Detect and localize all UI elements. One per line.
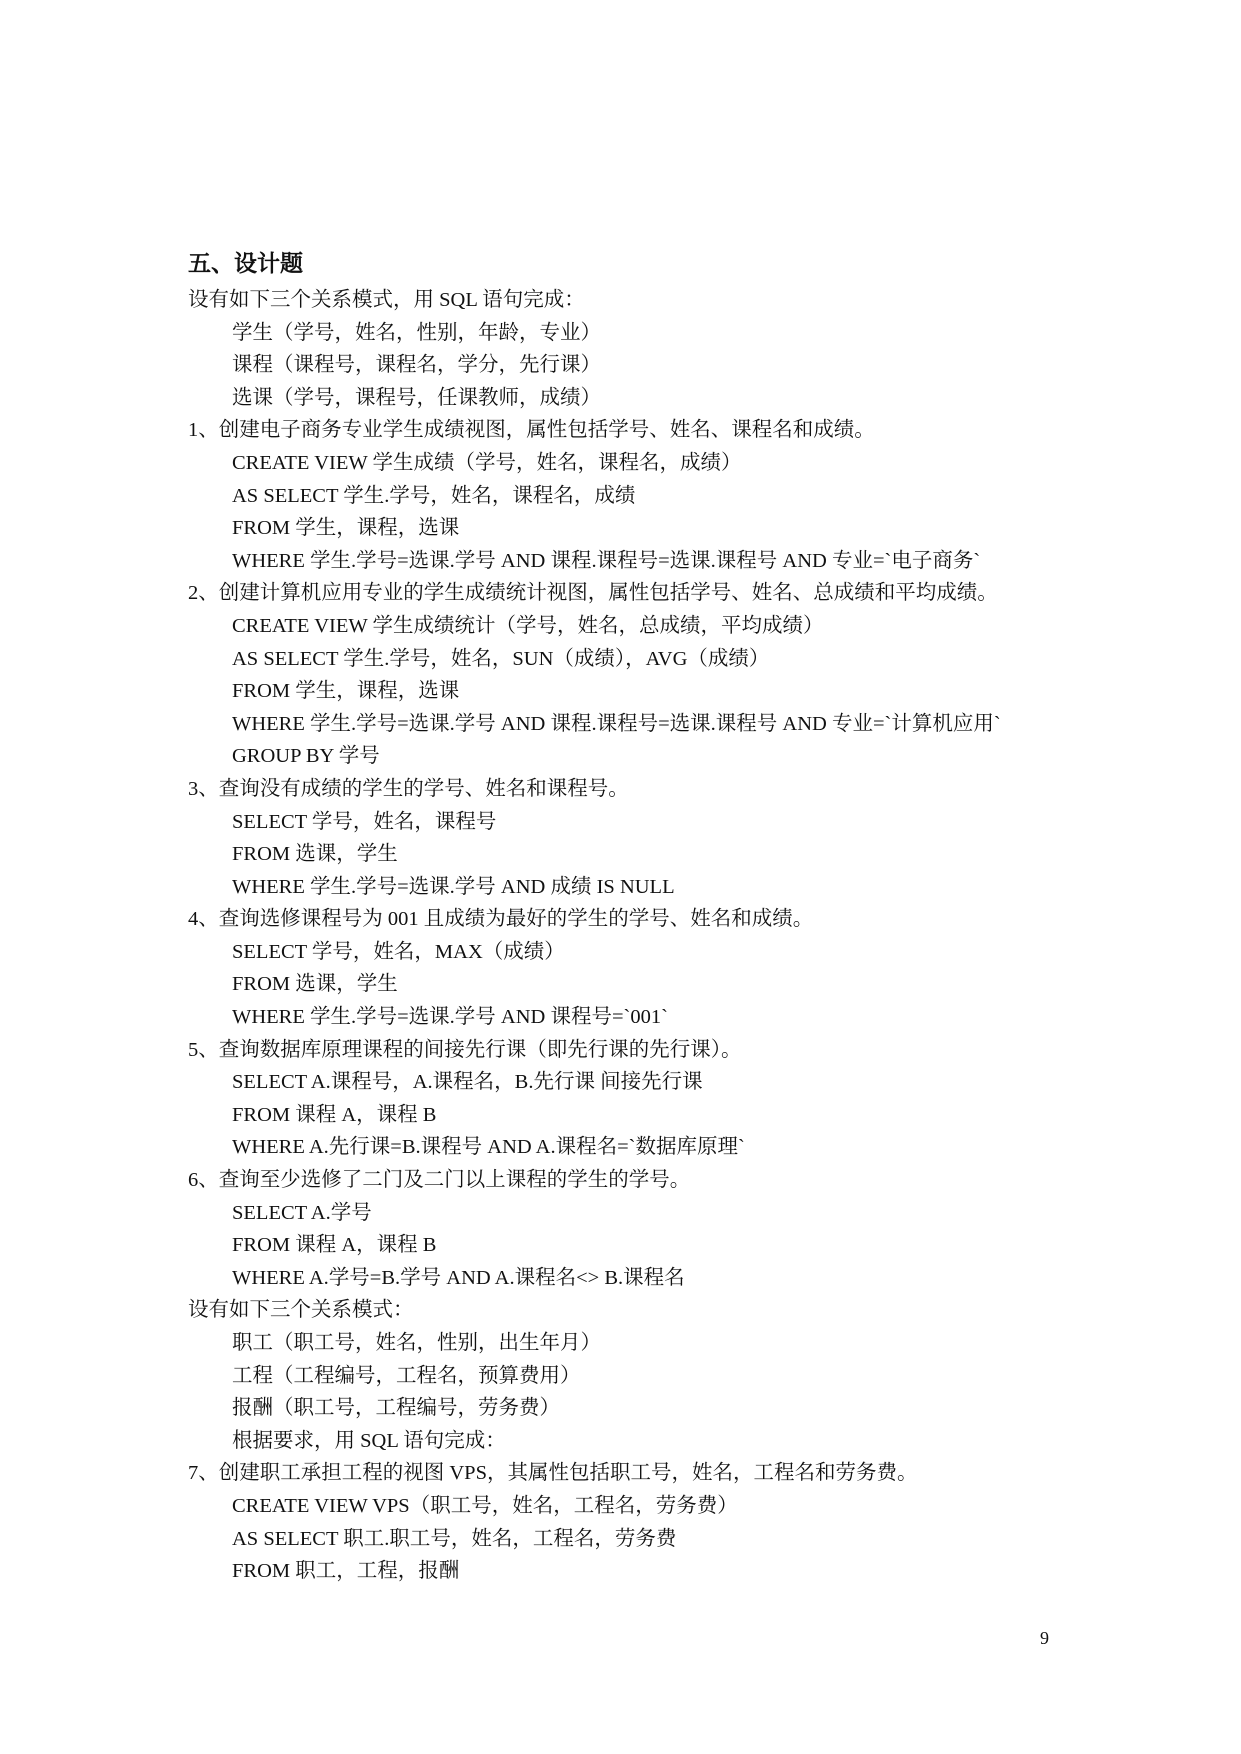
text-line-indented: 职工（职工号，姓名，性别，出生年月） — [232, 1332, 601, 1354]
text-line-indented: AS SELECT 学生.学号，姓名，SUN（成绩），AVG（成绩） — [232, 647, 770, 670]
text-line-indented: FROM 职工，工程，报酬 — [232, 1560, 460, 1583]
text-line-indented: AS SELECT 学生.学号，姓名，课程名，成绩 — [232, 484, 636, 507]
text-line-indented: 工程（工程编号，工程名，预算费用） — [232, 1364, 581, 1387]
text-line-indented: SELECT A.课程号，A.课程名，B.先行课 间接先行课 — [232, 1071, 703, 1094]
text-line: 3、查询没有成绩的学生的学号、姓名和课程号。 — [188, 777, 629, 800]
text-line-indented: 学生（学号，姓名，性别，年龄，专业） — [232, 321, 601, 344]
text-line-indented: 报酬（职工号，工程编号，劳务费） — [232, 1397, 560, 1420]
text-line-indented: CREATE VIEW 学生成绩（学号，姓名，课程名，成绩） — [232, 451, 742, 474]
text-line: 4、查询选修课程号为 001 且成绩为最好的学生的学号、姓名和成绩。 — [188, 908, 814, 931]
text-line: 1、创建电子商务专业学生成绩视图，属性包括学号、姓名、课程名和成绩。 — [188, 419, 875, 442]
text-line-indented: WHERE 学生.学号=选课.学号 AND 课程.课程号=选课.课程号 AND 专业=`计算机应用` — [232, 712, 1001, 735]
page-number: 9 — [1040, 1628, 1049, 1648]
text-line: 6、查询至少选修了二门及二门以上课程的学生的学号。 — [188, 1169, 691, 1192]
text-line: 设有如下三个关系模式： — [188, 1299, 414, 1322]
text-line-indented: FROM 选课，学生 — [232, 843, 398, 866]
text-line-indented: WHERE A.先行课=B.课程号 AND A.课程名=`数据库原理` — [232, 1136, 745, 1159]
document-body — [188, 284, 1188, 1588]
section-heading: 五、设计题 — [188, 251, 303, 276]
text-line-indented: 根据要求，用 SQL 语句完成： — [232, 1429, 506, 1452]
text-line: 设有如下三个关系模式，用 SQL 语句完成： — [188, 289, 585, 311]
text-line-indented: FROM 课程 A，课程 B — [232, 1234, 437, 1257]
text-line: 7、创建职工承担工程的视图 VPS，其属性包括职工号，姓名，工程名和劳务费。 — [188, 1462, 918, 1485]
text-line-indented: WHERE 学生.学号=选课.学号 AND 课程号=`001` — [232, 1006, 668, 1029]
text-line-indented: FROM 课程 A，课程 B — [232, 1103, 437, 1126]
text-line-indented: FROM 选课，学生 — [232, 973, 398, 996]
text-line-indented: CREATE VIEW VPS（职工号，姓名，工程名，劳务费） — [232, 1494, 738, 1517]
text-line-indented: AS SELECT 职工.职工号，姓名，工程名，劳务费 — [232, 1527, 677, 1550]
text-line: 2、创建计算机应用专业的学生成绩统计视图，属性包括学号、姓名、总成绩和平均成绩。 — [188, 582, 998, 605]
text-line-indented: GROUP BY 学号 — [232, 745, 380, 768]
text-line-indented: WHERE 学生.学号=选课.学号 AND 成绩 IS NULL — [232, 875, 675, 898]
text-line-indented: SELECT 学号，姓名，MAX（成绩） — [232, 940, 565, 963]
text-line-indented: SELECT 学号，姓名，课程号 — [232, 810, 497, 833]
text-line-indented: WHERE A.学号=B.学号 AND A.课程名<> B.课程名 — [232, 1266, 685, 1289]
text-line-indented: CREATE VIEW 学生成绩统计（学号，姓名，总成绩，平均成绩） — [232, 614, 824, 637]
text-line-indented: FROM 学生，课程，选课 — [232, 680, 460, 703]
text-line-indented: FROM 学生，课程，选课 — [232, 517, 460, 540]
text-line-indented: 课程（课程号，课程名，学分，先行课） — [232, 354, 601, 377]
text-line-indented: 选课（学号，课程号，任课教师，成绩） — [232, 386, 601, 409]
text-line: 5、查询数据库原理课程的间接先行课（即先行课的先行课）。 — [188, 1038, 742, 1061]
text-line-indented: SELECT A.学号 — [232, 1201, 372, 1224]
text-line-indented: WHERE 学生.学号=选课.学号 AND 课程.课程号=选课.课程号 AND 专业=`电子商务` — [232, 549, 981, 572]
